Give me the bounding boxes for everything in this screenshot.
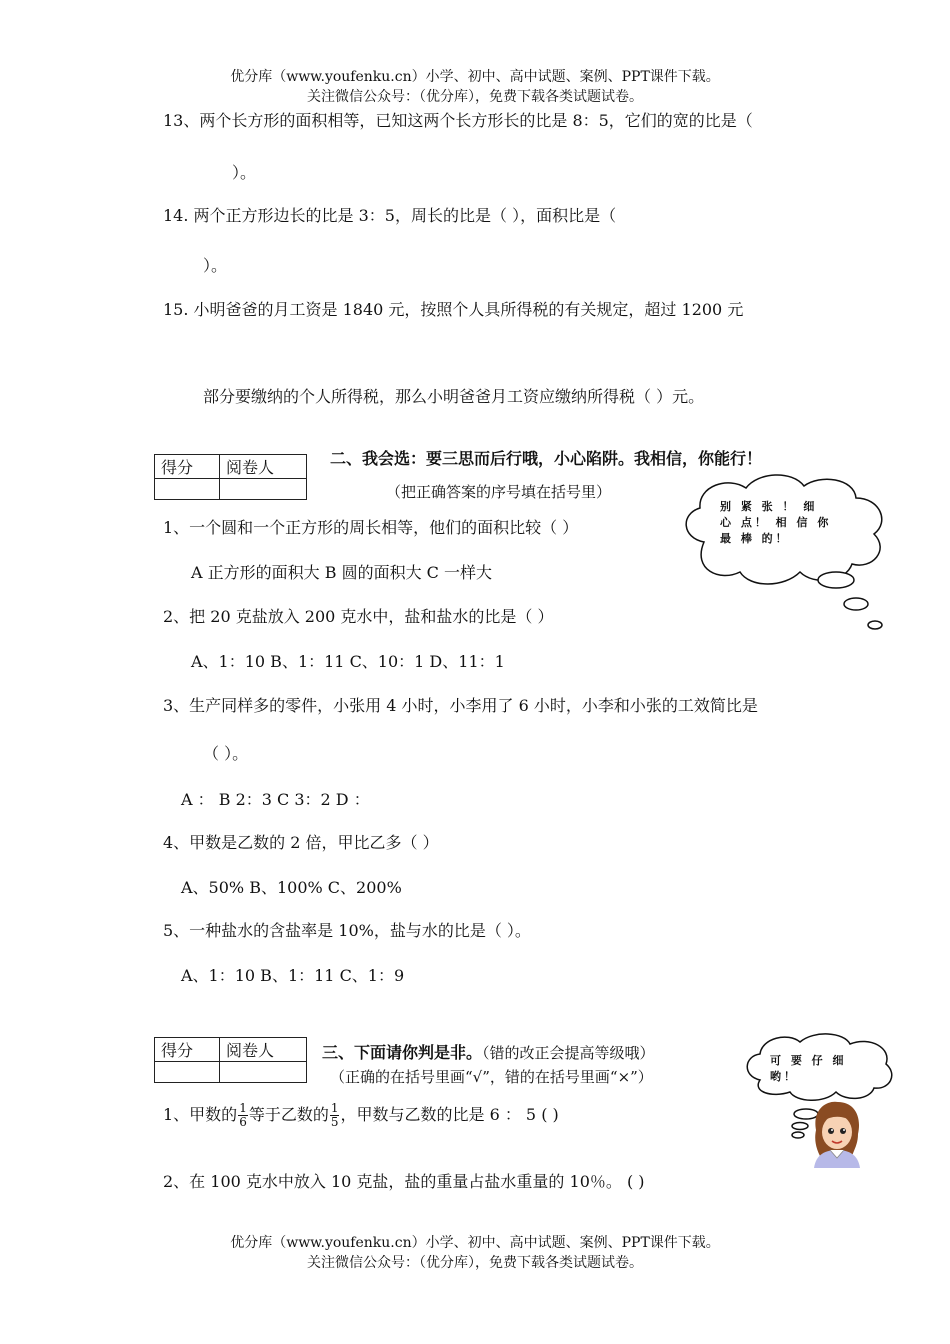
thought-bubble-1: [676, 470, 896, 632]
judge-q1-suffix: ，甲数与乙数的比是 6 ： 5 ( ): [340, 1105, 559, 1124]
grader-header: 阅卷人: [220, 455, 307, 479]
choice-question-3-options: A ： B 2：3 C 3：2 D ：: [181, 790, 370, 809]
score-cell[interactable]: [155, 1062, 220, 1083]
judge-q1-middle: 等于乙数的: [248, 1105, 329, 1124]
grader-cell[interactable]: [220, 479, 307, 500]
score-cell[interactable]: [155, 479, 220, 500]
judge-q1-prefix: 1、甲数的: [163, 1105, 238, 1124]
section-3-note: （正确的在括号里画“√”，错的在括号里画“×”）: [330, 1068, 653, 1086]
question-15-line-2: 部分要缴纳的个人所得税，那么小明爸爸月工资应缴纳所得税（ ）元。: [203, 387, 705, 406]
fraction-2-denominator: 5: [330, 1115, 339, 1129]
choice-question-1-options: A 正方形的面积大 B 圆的面积大 C 一样大: [191, 563, 492, 582]
bubble-dot-small: [868, 621, 882, 629]
grader-header: 阅卷人: [220, 1038, 307, 1062]
choice-question-3-line-2: （ ）。: [203, 744, 249, 763]
bubble-dot-large: [818, 572, 854, 588]
choice-question-4: 4、甲数是乙数的 2 倍，甲比乙多（ ）: [163, 833, 439, 852]
grader-cell[interactable]: [220, 1062, 307, 1083]
section-2-title: 二、我会选：要三思而后行哦，小心陷阱。我相信，你能行！: [330, 449, 763, 468]
judge-question-2: 2、在 100 克水中放入 10 克盐，盐的重量占盐水重量的 10％。 ( ): [163, 1172, 645, 1191]
bubble-dot-medium: [844, 598, 868, 610]
bubble-2-text: 可 要 仔 细 哟！: [770, 1054, 847, 1083]
section-3-heading: [322, 1040, 655, 1063]
question-15-line-1: 15. 小明爸爸的月工资是 1840 元，按照个人具所得税的有关规定，超过 1200 元: [163, 300, 744, 319]
score-header: 得分: [155, 1038, 220, 1062]
score-header: 得分: [155, 455, 220, 479]
score-table-section-3: [154, 1037, 307, 1083]
girl-cartoon-icon: [808, 1100, 864, 1168]
footer-line-2: 关注微信公众号：（优分库），免费下载各类试题试卷。: [307, 1255, 643, 1271]
bubble-1-text: 别 紧 张 ！ 细 心 点！ 相 信 你 最 棒 的！: [720, 500, 832, 545]
header-line-1: 优分库（www.youfenku.cn）小学、初中、高中试题、案例、PPT课件下载。: [230, 69, 720, 85]
fraction-2-numerator: 1: [330, 1101, 339, 1115]
fraction-one-sixth: [238, 1102, 248, 1129]
fraction-1-denominator: 6: [239, 1115, 247, 1129]
choice-question-2: 2、把 20 克盐放入 200 克水中，盐和盐水的比是（ ）: [163, 607, 554, 626]
section-3-title-note: （错的改正会提高等级哦）: [482, 1044, 655, 1062]
score-table-section-2: [154, 454, 307, 500]
section-3-title: 三、下面请你判是非。: [322, 1043, 483, 1062]
choice-question-5: 5、一种盐水的含盐率是 10%，盐与水的比是（ ）。: [163, 921, 531, 940]
section-2-note: （把正确答案的序号填在括号里）: [386, 483, 612, 501]
choice-question-1: 1、一个圆和一个正方形的周长相等，他们的面积比较（ ）: [163, 518, 579, 537]
choice-question-5-options: A、1：10 B、1：11 C、1：9: [181, 966, 405, 985]
bubble-2-dot-medium: [792, 1123, 808, 1130]
question-14-line-2: ）。: [203, 256, 228, 275]
fraction-one-fifth: [330, 1102, 340, 1129]
choice-question-4-options: A、50% B、100% C、200%: [181, 878, 402, 897]
fraction-1-numerator: 1: [239, 1101, 247, 1115]
choice-question-3-line-1: 3、生产同样多的零件，小张用 4 小时，小李用了 6 小时，小李和小张的工效简比是: [163, 696, 758, 715]
question-13-line-1: 13、两个长方形的面积相等，已知这两个长方形长的比是 8：5，它们的宽的比是（: [163, 111, 753, 130]
choice-question-2-options: A、1：10 B、1：11 C、10：1 D、11：1: [191, 652, 505, 671]
question-13-line-2: ）。: [232, 163, 257, 182]
question-14-line-1: 14. 两个正方形边长的比是 3：5，周长的比是（ ），面积比是（: [163, 206, 617, 225]
judge-question-1: [163, 1102, 559, 1129]
header-line-2: 关注微信公众号：（优分库），免费下载各类试题试卷。: [307, 89, 643, 105]
bubble-2-dot-small: [792, 1132, 804, 1138]
footer-line-1: 优分库（www.youfenku.cn）小学、初中、高中试题、案例、PPT课件下载。: [230, 1235, 720, 1251]
